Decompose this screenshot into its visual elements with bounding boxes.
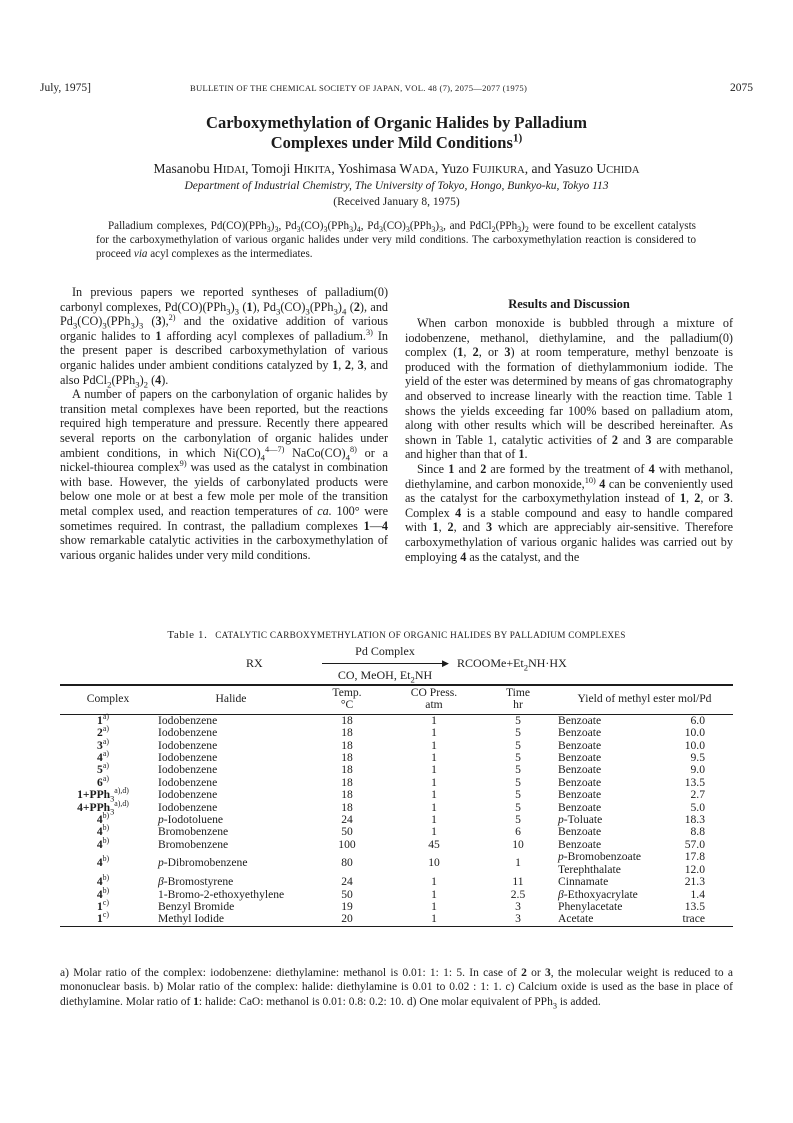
author: Yuzo FUJIKURA (441, 161, 525, 176)
table-row: 3$^{a)}$ Iodobenzene 18 1 5 Benzoate 10.0 (97, 736, 705, 752)
author: Tomoji HIKITA (251, 161, 332, 176)
col-header-co-press: CO Press. atm (410, 686, 458, 712)
table-row: 1$^{a)}$ Iodobenzene 18 1 5 Benzoate 6.0 (97, 711, 705, 727)
abstract (96, 219, 696, 261)
section-heading: Results and Discussion (508, 297, 630, 311)
intro-paragraph-2: A number of papers on the carbonylation of organic halides by transition metal complexes have been reported, but the reactions required high temperature and pressure. Recently there appeared several reports on the carbonylation of organic halides under ambient conditions, in which $Ni(CO)_4^{4—7)}$ $NaCo(CO)_4^{8)}$ or a nickel-thiourea complex$^{9)}$ was used as the catalyst in combination with base. However, the yields of carbonylated products were below one mole or at best a few mole per mole of the transition metal complex used, and reaction temperatures of ca. 100° were sometimes required. In contrast, the palladium complexes 1—4 show remarkable catalytic activities in the carboxymethylation of various organic halides under very mild conditions. (60, 387, 389, 562)
abstract-text: Palladium complexes, $Pd(CO)(PPh_3)_3$, $Pd_3(CO)_3(PPh_3)_4$, $Pd_3(CO)_3(PPh_3)_3$, and $PdCl_2(PPh_3)_2$ were found to be excellent catalysts for the carboxymethylation of various organic halides under very mild conditions. The carboxymethylation reaction is considered to proceed via acyl complexes as the intermediates. (96, 220, 696, 260)
intro-paragraph-1: In previous papers we reported syntheses of palladium(0) carbonyl complexes, $Pd(CO)(PPh_3)_3$ (1), $Pd_3(CO)_3(PPh_3)_4$ (2), and $Pd_3(CO)_3(PPh_3)_3$ (3),$^{2)}$ and the oxidative addition of various organic halides to 1 affording acyl complexes of palladium.$^{3)}$ In the present paper is described carboxymethylation of various organic halides under ambient conditions catalyzed by 1, 2, 3, and also $PdCl_2(PPh_3)_2$ (4). (60, 285, 389, 389)
author: Yoshimasa WADA (337, 161, 435, 176)
reaction-scheme (60, 644, 733, 684)
table-caption (60, 629, 733, 641)
table-row: 1+PPh$_3^{a),d)}$ Iodobenzene 18 1 5 Benzoate 2.7 (77, 786, 705, 804)
author: Yasuzo UCHIDA (553, 161, 640, 176)
reaction-arrow (322, 663, 448, 664)
title-line-2-text: Complexes under Mild Conditions (270, 133, 513, 152)
scheme-catalyst: Pd Complex (355, 644, 415, 658)
title-line-1: Carboxymethylation of Organic Halides by Palladium (206, 113, 587, 132)
paper-title (60, 113, 733, 153)
results-table (60, 684, 733, 927)
table-row: 1$^{c)}$ Benzyl Bromide 19 1 3 Phenylacetate 13.5 (97, 898, 705, 913)
scheme-reactant: RX (246, 656, 263, 670)
results-column (405, 316, 733, 564)
table-row: 4$^{b)}$ Bromobenzene 100 45 10 Benzoate 57.0 (96, 836, 705, 851)
scheme-products: $RCOOMe+Et_2NH\cdot HX$ (457, 656, 567, 673)
received-date: (Received January 8, 1975) (333, 196, 460, 208)
table-row: 4$^{b)}$ p-Iodotoluene 24 1 5 p-Toluate 18.3 (96, 811, 705, 827)
author: Masanobu HIDAI (153, 161, 246, 176)
table-row: 4+PPh$_3^{a),d)}$ Iodobenzene 18 1 5 Benzoate 5.0 (77, 798, 705, 816)
arrow-head-icon: ▶ (442, 658, 449, 668)
journal-citation: BULLETIN OF THE CHEMICAL SOCIETY OF JAPAN, VOL. 48 (7), 2075—2077 (1975) (190, 83, 528, 93)
title-footnote-mark: 1) (512, 132, 523, 145)
scheme-conditions: CO, MeOH, $Et_2NH$ (337, 668, 433, 685)
col-header-time: Time hr (505, 686, 531, 712)
table-row: 1$^{c)}$ Methyl Iodide 20 1 3 Acetate trace (60, 913, 733, 926)
author-list: Masanobu HIDAI, Tomoji HIKITA, Yoshimasa WADA, Yuzo FUJIKURA, and Yasuzo UCHIDA (153, 161, 640, 176)
introduction-column (60, 285, 388, 562)
col-header-temp: Temp. °C (332, 686, 362, 712)
results-paragraph-1: When carbon monoxide is bubbled through a mixture of iodobenzene, methanol, diethylamine, and the palladium(0) complex (1, 2, or 3) at room temperature, methyl benzoate is produced with the formation of diethylammonium iodide. The yield of the ester was determined by means of gas chromatography and observed to increase linearly with the reaction time. Table 1 shows the yields exceeding far 100% based on palladium atom, along with other results which will be described hereinafter. As shown in Table 1, catalytic activities of 2 and 3 are comparable and higher than that of 1. (405, 316, 734, 462)
table-row: 4$^{b)}$ β-Bromostyrene 24 1 11 Cinnamate 21.3 (96, 873, 705, 889)
running-header (40, 82, 753, 98)
table-row: 4$^{a)}$ Iodobenzene 18 1 5 Benzoate 9.5 (97, 749, 705, 765)
col-header-yield: Yield of methyl ester mol/Pd (577, 692, 712, 706)
page-number: 2075 (730, 82, 753, 94)
table-row: 2$^{a)}$ Iodobenzene 18 1 5 Benzoate 10.0 (97, 724, 705, 740)
table-title: CATALYTIC CARBOXYMETHYLATION OF ORGANIC HALIDES BY PALLADIUM COMPLEXES (215, 630, 626, 640)
affiliation: Department of Industrial Chemistry, The University of Tokyo, Hongo, Bunkyo-ku, Tokyo 113 (184, 180, 609, 192)
results-paragraph-2: Since 1 and 2 are formed by the treatment of 4 with methanol, diethylamine, and carbon monoxide,$^{10)}$ 4 can be conveniently used as the catalyst for the carboxymethylation instead of 1, 2, or 3. Complex 4 is a stable compound and easy to handle compared with 1, 2, and 3 which are appreciably air-sensitive. Therefore carboxymethylation of various organic halides was carried out by employing 4 as the catalyst, and the (405, 461, 734, 564)
issue-date: July, 1975] (40, 82, 92, 94)
table-row: 6$^{a)}$ Iodobenzene 18 1 5 Benzoate 13.5 (97, 773, 705, 789)
table-row: 4$^{b)}$ p-Dibromobenzene 80 10 1 p-Bromobenzoate Terephthalate 17.8 12.0 (96, 850, 705, 876)
col-header-complex: Complex (86, 692, 130, 706)
table-label: Table 1. (167, 629, 208, 641)
title-line-2 (60, 133, 733, 153)
table-row: 4$^{b)}$ 1-Bromo-2-ethoxyethylene 50 1 2.5 β-Ethoxyacrylate 1.4 (96, 885, 705, 901)
col-header-halide: Halide (215, 692, 247, 706)
table-header-row (60, 685, 733, 714)
table-row: 4$^{b)}$ Bromobenzene 50 1 6 Benzoate 8.8 (96, 823, 705, 839)
table-row: 5$^{a)}$ Iodobenzene 18 1 5 Benzoate 9.0 (97, 761, 705, 777)
table-footnotes: a) Molar ratio of the complex: iodobenzene: diethylamine: methanol is 0.01: 1: 1: 5. In case of 2 or 3, the molecular weight is reduced to a mononuclear basis. b) Molar ratio of the complex: halide: diethylamine is 0.01 to 0.02 : 1: 1. c) Calcium oxide is used as the base in place of diethylamine. Molar ratio of 1: halide: CaO: methanol is 0.01: 0.8: 0.2: 10. d) One molar equivalent of PPh$_3$ is added. (60, 967, 733, 1011)
